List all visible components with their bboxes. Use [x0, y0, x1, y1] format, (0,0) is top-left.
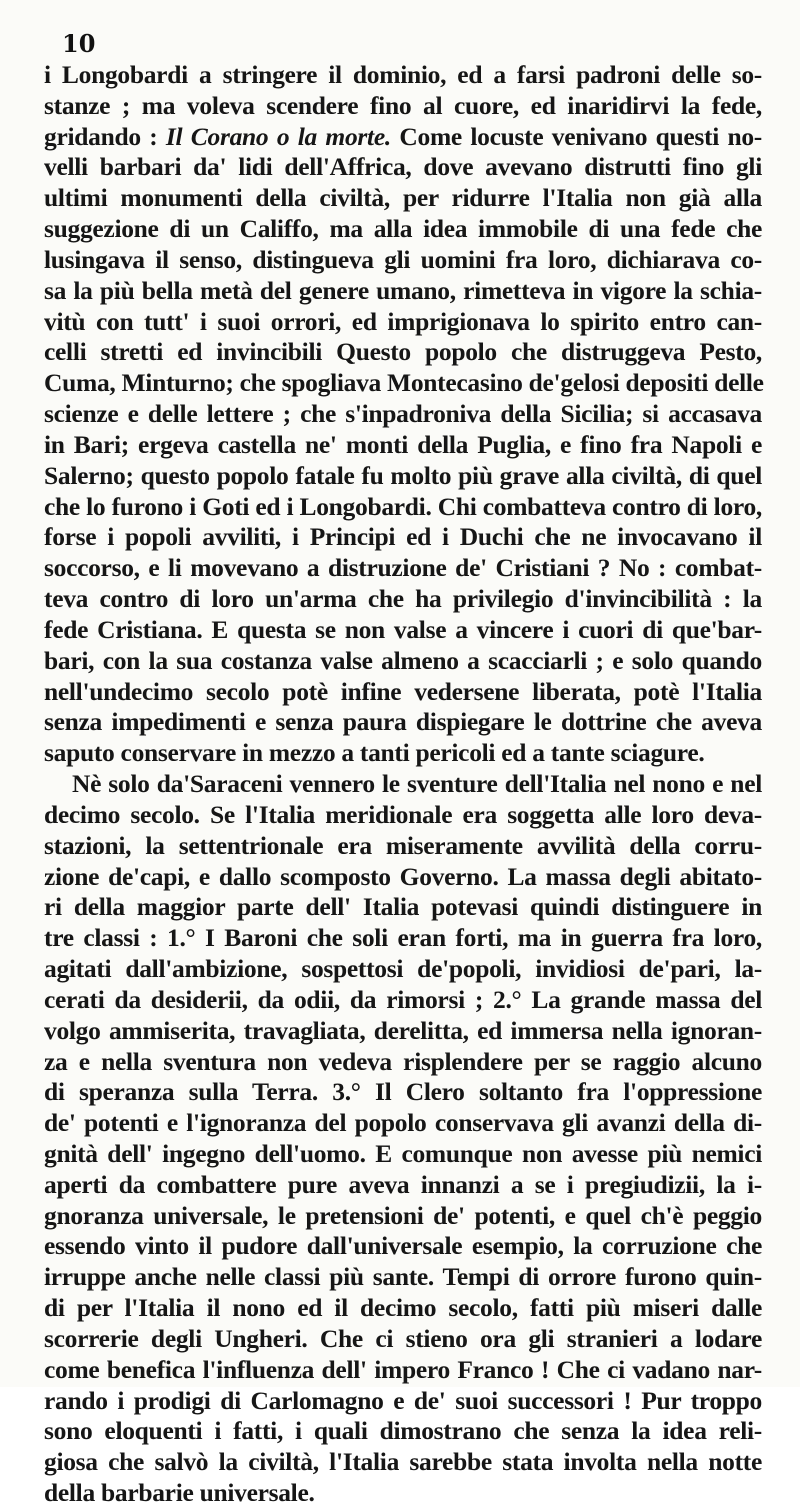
text-line: sa la più bella metà del genere umano, rimetteva in vigore la schia- — [44, 275, 762, 305]
text-line: irruppe anche nelle classi più sante. Tempi di orrore furono quin- — [44, 1262, 762, 1292]
text-line: teva contro di loro un'arma che ha privilegio d'invincibilità : la — [44, 584, 762, 614]
text-line: forse i popoli avviliti, i Principi ed i Duchi che ne invocavano il — [44, 522, 762, 552]
text-line: gnoranza universale, le pretensioni de' potenti, e quel ch'è peggio — [44, 1200, 762, 1230]
text-line: di speranza sulla Terra. 3.° Il Clero soltanto fra l'oppressione — [44, 1077, 762, 1107]
text-line: fede Cristiana. E questa se non valse a vincere i cuori di que'bar- — [44, 614, 762, 644]
text-line: velli barbari da' lidi dell'Affrica, dove avevano distrutti fino gli — [44, 152, 762, 182]
text-line: nell'undecimo secolo potè infine vedersene liberata, potè l'Italia — [44, 676, 762, 706]
text-line: come benefica l'influenza dell' impero Franco ! Che ci vadano nar- — [44, 1354, 762, 1384]
text-line: za e nella sventura non vedeva risplendere per se raggio alcuno — [44, 1046, 762, 1076]
text-segment: gridando : — [44, 121, 166, 151]
text-line: senza impedimenti e senza paura dispiegare le dottrine che aveva — [44, 707, 762, 737]
text-line: volgo ammiserita, travagliata, derelitta, ed immersa nella ignoran- — [44, 1015, 762, 1045]
text-line: cerati da desiderii, da odii, da rimorsi ; 2.° La grande massa del — [44, 984, 762, 1014]
text-line: suggezione di un Califfo, ma alla idea immobile di una fede che — [44, 214, 762, 244]
text-line: zione de'capi, e dallo scomposto Governo. La massa degli abitato- — [44, 861, 762, 891]
text-line: aperti da combattere pure aveva innanzi a se i pregiudizii, la i- — [44, 1169, 762, 1199]
text-line — [44, 91, 762, 122]
text-line: giosa che salvò la civiltà, l'Italia sarebbe stata involta nella notte — [44, 1447, 762, 1477]
text-segment: stanze ; ma voleva scendere fino al cuore, ed inaridirvi la fede, — [44, 90, 762, 120]
text-segment: Come locuste venivano questi no- — [390, 121, 762, 151]
text-line: in Bari; ergeva castella ne' monti della Puglia, e fino fra Napoli e — [44, 429, 762, 459]
text-line: ri della maggior parte dell' Italia potevasi quindi distinguere in — [44, 892, 762, 922]
text-line: tre classi : 1.° I Baroni che soli eran forti, ma in guerra fra loro, — [44, 923, 762, 953]
show-through-text — [44, 1344, 762, 1388]
text-line: Salerno; questo popolo fatale fu molto più grave alla civiltà, di quel — [44, 460, 762, 490]
text-line: gnità dell' ingegno dell'uomo. E comunque non avesse più nemici — [44, 1138, 762, 1168]
text-line: soccorso, e li movevano a distruzione de' Cristiani ? No : combat- — [44, 553, 762, 583]
text-line: decimo secolo. Se l'Italia meridionale era soggetta alle loro deva- — [44, 799, 762, 829]
text-line: stazioni, la settentrionale era miseramente avvilità della corru- — [44, 830, 762, 860]
text-line: saputo conservare in mezzo a tanti pericoli ed a tante sciagure. — [44, 738, 705, 768]
text-line: lusingava il senso, distingueva gli uomini fra loro, dichiarava co- — [44, 244, 762, 274]
text-line: celli stretti ed invincibili Questo popolo che distruggeva Pesto, — [44, 337, 762, 367]
text-line: di per l'Italia il nono ed il decimo secolo, fatti più miseri dalle — [44, 1293, 762, 1323]
text-line: bari, con la sua costanza valse almeno a scacciarli ; e solo quando — [44, 645, 762, 675]
text-line: sono eloquenti i fatti, i quali dimostrano che senza la idea reli- — [44, 1416, 762, 1446]
text-line: rando i prodigi di Carlomagno e de' suoi successori ! Pur troppo — [44, 1385, 762, 1415]
page-number: 10 — [62, 29, 96, 58]
text-line: i Longobardi a stringere il dominio, ed a farsi padroni delle so- — [44, 60, 762, 89]
text-line: ultimi monumenti della civiltà, per ridurre l'Italia non già alla — [44, 183, 762, 213]
text-line: scorrerie degli Ungheri. Che ci stieno ora gli stranieri a lodare — [44, 1323, 762, 1353]
text-line: della barbarie universale. — [44, 1478, 315, 1508]
text-line: agitati dall'ambizione, sospettosi de'popoli, invidiosi de'pari, la- — [44, 954, 762, 984]
text-line: che lo furono i Goti ed i Longobardi. Chi combatteva contro di loro, — [44, 491, 762, 521]
body-text — [44, 60, 762, 1509]
text-line: vitù con tutt' i suoi orrori, ed imprigionava lo spirito entro can- — [44, 306, 762, 336]
italic-phrase: Il Corano o la morte. — [165, 121, 391, 151]
text-line: essendo vinto il pudore dall'universale esempio, la corruzione che — [44, 1231, 762, 1261]
text-line — [44, 122, 762, 153]
text-line: Nè solo da'Saraceni vennero le sventure dell'Italia nel nono e nel — [72, 769, 762, 799]
text-line: scienze e delle lettere ; che s'inpadroniva della Sicilia; si accasava — [44, 399, 762, 429]
text-line: de' potenti e l'ignoranza del popolo conservava gli avanzi della di- — [44, 1108, 762, 1138]
text-line: Cuma, Minturno; che spogliava Montecasino de'gelosi depositi delle — [44, 368, 764, 398]
